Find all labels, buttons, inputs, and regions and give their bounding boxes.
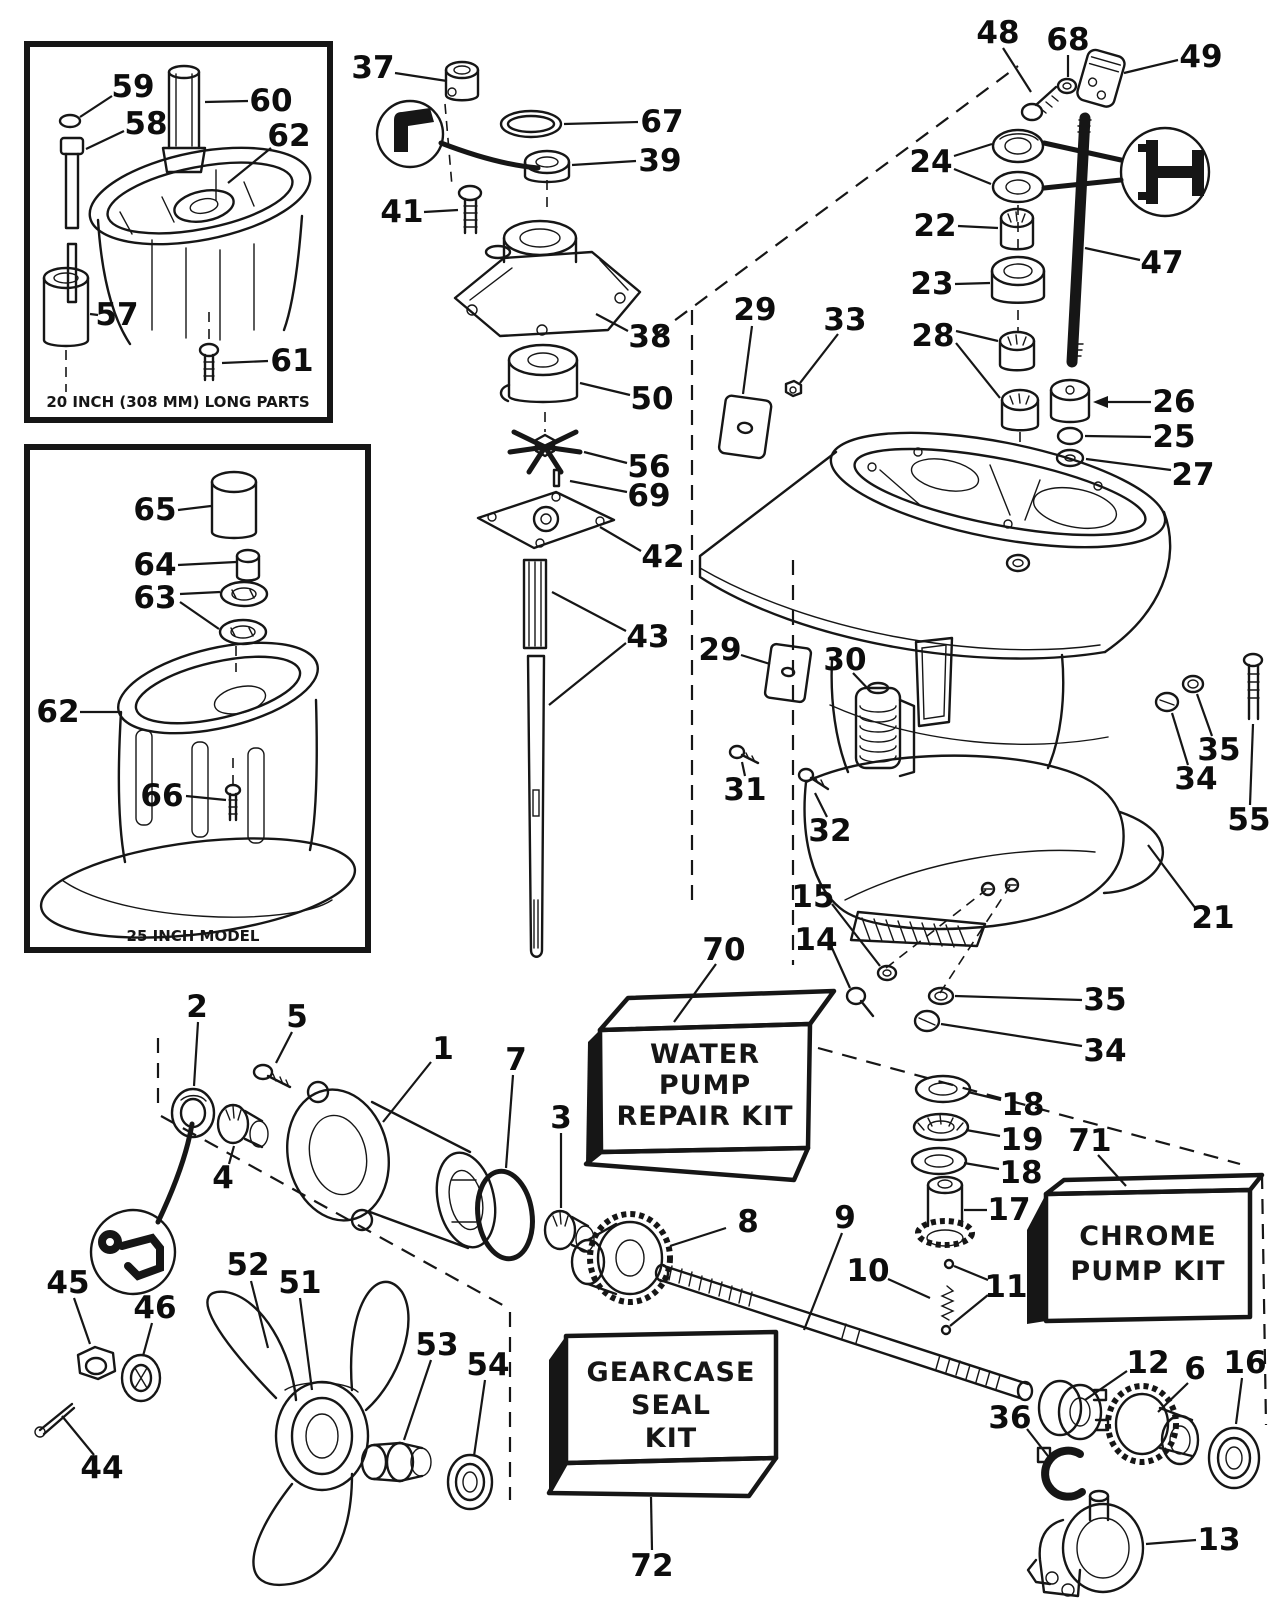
leader-line	[600, 527, 641, 551]
part-number-label: 32	[808, 813, 852, 849]
needle-bearing-parts	[1000, 332, 1038, 430]
propeller-nut-part	[78, 1347, 115, 1379]
callout-11	[950, 1266, 1028, 1326]
leader-line	[564, 122, 638, 124]
callout-35	[955, 982, 1127, 1018]
part-number-label: 4	[212, 1160, 234, 1196]
part-number-label: 16	[1223, 1345, 1267, 1381]
part-number-label: 69	[627, 478, 671, 514]
water-pump-repair-kit-box	[586, 991, 834, 1180]
callout-24	[909, 144, 992, 184]
callout-57	[90, 297, 139, 333]
callout-37	[351, 50, 447, 86]
callout-23	[910, 266, 990, 302]
leader-line	[506, 1075, 513, 1168]
part-number-label: 42	[641, 539, 685, 575]
o-ring-part	[501, 111, 561, 137]
part-number-label: 2	[186, 989, 208, 1025]
needle-bearing-part	[218, 1105, 268, 1147]
vent-plug-part	[61, 138, 83, 302]
part-number-label: 33	[823, 302, 867, 338]
part-number-label: 21	[1191, 900, 1235, 936]
part-number-label: 27	[1171, 457, 1215, 493]
part-number-label: 62	[267, 118, 311, 154]
shift-lever-housing-part	[1028, 1491, 1143, 1596]
part-number-label: 15	[791, 879, 835, 915]
part-number-label: 30	[823, 642, 867, 678]
callout-34	[941, 1024, 1127, 1069]
part-number-label: 53	[415, 1327, 459, 1363]
bearing-pair-part	[220, 582, 267, 644]
leader-line	[804, 1233, 842, 1330]
part-number-label: 34	[1174, 761, 1218, 797]
spacer-part	[122, 1355, 160, 1401]
prop-hub-part	[448, 1455, 492, 1509]
callout-22	[913, 208, 998, 244]
leader-line	[941, 1024, 1082, 1046]
callout-53	[404, 1327, 459, 1440]
spacer-cylinder-part	[44, 268, 88, 346]
callout-18	[964, 1155, 1043, 1191]
part-number-label: 5	[286, 999, 308, 1035]
part-number-label: 24	[909, 144, 953, 180]
part-number-label: 65	[133, 492, 177, 528]
leader-line	[800, 334, 838, 383]
propeller-part	[207, 1282, 408, 1585]
leader-line	[143, 1323, 152, 1356]
leader-line	[956, 343, 1000, 398]
seal-section-detail	[1044, 128, 1209, 216]
leader-line	[383, 1062, 431, 1122]
leader-line	[954, 1266, 988, 1280]
callout-29	[733, 292, 776, 394]
upper-bearing-seal-parts	[993, 130, 1043, 202]
part-number-label: 35	[1083, 982, 1127, 1018]
screw-part	[799, 769, 828, 789]
part-number-label: 36	[988, 1400, 1032, 1436]
part-number-label: 68	[1046, 22, 1090, 58]
connector-part	[1051, 380, 1089, 422]
leader-line	[80, 96, 112, 117]
callout-1	[383, 1031, 454, 1122]
callout-62	[36, 694, 120, 730]
part-number-label: 58	[124, 106, 168, 142]
leader-line	[1085, 248, 1140, 260]
callout-38	[596, 314, 672, 355]
part-number-callouts	[36, 15, 1270, 1584]
leader-line	[955, 283, 990, 284]
pump-housing-part	[455, 221, 640, 336]
callout-58	[86, 106, 168, 149]
leader-line	[1098, 1155, 1126, 1186]
pin-part	[237, 550, 259, 581]
pinion-gear-part	[918, 1177, 972, 1246]
trim-tab-pocket	[916, 638, 952, 726]
thrust-washer-part	[912, 1148, 966, 1174]
part-number-label: 44	[80, 1450, 124, 1486]
leader-line	[670, 1228, 726, 1246]
callout-13	[1146, 1522, 1241, 1558]
cover-plate-lower	[764, 643, 811, 702]
callout-18	[968, 1087, 1045, 1123]
part-number-label: 6	[1184, 1351, 1206, 1387]
callout-60	[205, 83, 293, 119]
part-number-label: 71	[1068, 1123, 1112, 1159]
callout-67	[564, 104, 684, 140]
callout-44	[62, 1416, 124, 1486]
kit-label-line: SEAL	[631, 1390, 711, 1421]
part-number-label: 67	[640, 104, 684, 140]
leader-line	[86, 131, 124, 149]
shift-rod-part	[1070, 118, 1091, 362]
leader-line	[300, 1298, 312, 1390]
part-number-label: 7	[505, 1042, 527, 1078]
leader-line	[178, 562, 236, 565]
callout-39	[572, 143, 682, 179]
leader-line	[1250, 724, 1253, 805]
washer-part	[1058, 428, 1082, 444]
inset-caption: 20 INCH (308 MM) LONG PARTS	[46, 393, 310, 411]
callout-33	[800, 302, 867, 383]
thrust-hub-part	[362, 1443, 431, 1481]
callout-46	[133, 1290, 176, 1356]
leader-line	[395, 73, 447, 81]
callout-28	[911, 318, 1000, 398]
callout-35	[1197, 694, 1241, 768]
callout-17	[964, 1192, 1031, 1228]
screw-part	[226, 785, 240, 820]
roller-bearing-part	[1001, 209, 1033, 249]
part-number-label: 46	[133, 1290, 177, 1326]
leader-line	[205, 101, 248, 102]
callout-70	[674, 932, 746, 1022]
leader-line	[1148, 845, 1196, 909]
forward-gear-part	[572, 1214, 670, 1302]
leader-line	[251, 1281, 268, 1348]
callout-64	[133, 547, 236, 583]
part-number-label: 41	[380, 194, 424, 230]
callout-51	[278, 1265, 321, 1390]
callout-72	[630, 1497, 673, 1584]
callout-41	[380, 194, 458, 230]
drain-plug-washer-parts-right	[1156, 676, 1203, 711]
part-number-label: 31	[723, 772, 767, 808]
part-number-label: 56	[627, 449, 671, 485]
leader-line	[954, 144, 992, 156]
callout-8	[670, 1204, 759, 1246]
part-number-label: 14	[794, 922, 838, 958]
part-number-label: 70	[702, 932, 746, 968]
leader-line	[572, 161, 636, 165]
part-number-label: 29	[733, 292, 777, 328]
part-number-label: 62	[36, 694, 80, 730]
leader-line	[194, 1022, 198, 1086]
leader-line	[1172, 713, 1188, 765]
kit-label-line: PUMP	[658, 1070, 752, 1101]
leader-line	[956, 331, 998, 341]
leader-line	[955, 996, 1082, 1000]
callout-50	[580, 381, 674, 417]
leader-line	[424, 210, 458, 212]
callout-29	[698, 632, 770, 668]
leader-line	[549, 643, 626, 705]
driveshaft-part	[524, 560, 546, 957]
water-tube-part	[163, 66, 205, 172]
leader-line	[584, 452, 627, 463]
part-number-label: 51	[278, 1265, 322, 1301]
part-number-label: 55	[1227, 802, 1271, 838]
part-number-label: 43	[626, 619, 670, 655]
callout-43	[549, 592, 670, 705]
leader-line	[1085, 436, 1151, 437]
part-number-label: 37	[351, 50, 395, 86]
callout-69	[570, 478, 671, 514]
leader-line	[1003, 48, 1031, 92]
callout-5	[276, 999, 308, 1063]
callout-62	[228, 118, 311, 183]
part-number-label: 10	[846, 1253, 890, 1289]
skeg-plate	[851, 879, 1018, 947]
callout-26	[1098, 384, 1196, 420]
callout-71	[1068, 1123, 1126, 1186]
leader-line	[741, 655, 770, 664]
bearing-sleeve-part	[992, 257, 1044, 303]
impeller-cup-part	[501, 345, 577, 402]
part-number-label: 66	[140, 778, 184, 814]
bolt-part	[1244, 654, 1262, 719]
impeller-pin-part	[554, 470, 559, 486]
part-number-label: 61	[270, 343, 314, 379]
part-number-label: 23	[910, 266, 954, 302]
part-number-label: 9	[834, 1200, 856, 1236]
gearcase-seal-kit-box	[549, 1332, 776, 1496]
leader-line	[954, 169, 991, 184]
anode-part	[856, 683, 914, 776]
part-number-label: 12	[1126, 1345, 1170, 1381]
impeller-part	[510, 432, 580, 472]
nut-part	[786, 381, 801, 396]
part-number-label: 52	[226, 1247, 270, 1283]
part-number-label: 25	[1152, 419, 1196, 455]
ball-bearing-part	[1209, 1428, 1259, 1488]
leader-line	[651, 1497, 652, 1550]
pump-plate-part	[478, 492, 614, 548]
leader-line	[1146, 1540, 1196, 1544]
callout-16	[1223, 1345, 1266, 1424]
part-number-label: 26	[1152, 384, 1196, 420]
callout-63	[133, 580, 220, 629]
callout-45	[46, 1265, 90, 1344]
callout-14	[794, 922, 850, 988]
part-number-label: 54	[466, 1347, 510, 1383]
kit-label-line: REPAIR KIT	[616, 1101, 794, 1132]
leader-line	[474, 1380, 485, 1456]
leader-line	[1236, 1378, 1242, 1424]
kit-label-line: PUMP KIT	[1070, 1256, 1226, 1287]
housing-25in-part	[36, 626, 361, 953]
callout-54	[466, 1347, 509, 1456]
part-number-label: 59	[111, 69, 155, 105]
detent-ball-part	[942, 1326, 950, 1334]
detent-ball-part	[945, 1260, 953, 1268]
clamp-bolt-part	[1022, 87, 1058, 120]
callout-49	[1124, 39, 1223, 75]
detent-spring-part	[942, 1286, 953, 1320]
thrust-bearing-part	[914, 1114, 968, 1140]
screw-part	[730, 746, 758, 763]
leader-line	[74, 1298, 90, 1344]
reverse-gear-part	[1108, 1386, 1198, 1464]
part-number-label: 50	[630, 381, 674, 417]
clutch-dog-part	[1039, 1381, 1108, 1439]
leader-line	[180, 592, 220, 594]
bolt-part	[459, 186, 481, 233]
retainer-plate-detail	[91, 1124, 192, 1294]
callout-61	[222, 343, 314, 379]
o-ring-part	[60, 115, 80, 127]
part-number-label: 63	[133, 580, 177, 616]
leader-line	[1124, 60, 1178, 73]
part-number-label: 22	[913, 208, 957, 244]
leader-line	[276, 1032, 292, 1063]
part-number-label: 17	[987, 1192, 1031, 1228]
sleeve-part	[212, 472, 256, 538]
kit-label-line: CHROME	[1079, 1221, 1217, 1252]
part-number-label: 1	[432, 1031, 454, 1067]
callout-25	[1085, 419, 1196, 455]
cover-plate-upper	[718, 395, 772, 459]
callout-10	[846, 1253, 930, 1298]
part-number-label: 13	[1197, 1522, 1241, 1558]
screw-part	[200, 344, 218, 380]
callout-2	[186, 989, 208, 1086]
bolt-part	[254, 1065, 290, 1087]
leader-line	[222, 361, 268, 363]
part-number-label: 38	[628, 319, 672, 355]
part-number-label: 28	[911, 318, 955, 354]
part-number-label: 34	[1083, 1033, 1127, 1069]
leader-line	[570, 481, 627, 492]
kit-label-line: GEARCASE	[586, 1357, 756, 1388]
part-number-label: 64	[133, 547, 177, 583]
leader-line	[596, 314, 628, 331]
callout-31	[723, 762, 766, 808]
part-number-label: 72	[630, 1548, 674, 1584]
part-number-label: 29	[698, 632, 742, 668]
callout-66	[140, 778, 226, 814]
callout-19	[966, 1122, 1044, 1158]
chrome-pump-kit-box	[1027, 1175, 1262, 1324]
part-number-label: 49	[1179, 39, 1223, 75]
leader-line	[966, 1130, 1000, 1136]
bushing-part	[446, 62, 478, 100]
leader-line	[178, 506, 211, 510]
part-number-label: 18	[1001, 1087, 1045, 1123]
shift-cradle-part	[1038, 1448, 1082, 1497]
callout-52	[226, 1247, 269, 1348]
leader-line	[743, 326, 752, 394]
drain-plug-washer-parts-bottom	[847, 966, 953, 1031]
callout-48	[976, 15, 1031, 92]
cotter-pin-part	[35, 1404, 74, 1437]
bearing-carrier-part	[275, 1080, 503, 1253]
part-number-label: 11	[984, 1269, 1028, 1305]
callout-3	[550, 1100, 572, 1208]
callout-32	[808, 793, 851, 849]
callout-47	[1085, 245, 1184, 281]
part-number-label: 60	[249, 83, 293, 119]
leader-line	[964, 1163, 999, 1169]
part-number-label: 57	[95, 297, 139, 333]
part-number-label: 39	[638, 143, 682, 179]
part-number-label: 18	[999, 1155, 1043, 1191]
part-number-label: 19	[1000, 1122, 1044, 1158]
leader-line	[950, 1295, 988, 1326]
kit-label-line: KIT	[644, 1423, 698, 1454]
leader-line	[580, 383, 630, 395]
part-number-label: 45	[46, 1265, 90, 1301]
needle-bearing-part	[545, 1211, 594, 1252]
leader-line	[958, 226, 998, 228]
leader-line	[180, 602, 219, 629]
part-number-label: 8	[737, 1204, 759, 1240]
part-number-label: 3	[550, 1100, 572, 1136]
leader-line	[552, 592, 626, 631]
callout-7	[505, 1042, 527, 1168]
callout-65	[133, 492, 211, 528]
leader-line	[404, 1360, 431, 1440]
nut-part	[1058, 79, 1076, 93]
part-number-label: 47	[1140, 245, 1184, 281]
thrust-washer-part	[916, 1076, 970, 1102]
leader-line	[888, 1279, 930, 1298]
part-number-label: 35	[1197, 732, 1241, 768]
inset-caption: 25 INCH MODEL	[126, 927, 260, 945]
kit-label-line: WATER	[649, 1039, 761, 1070]
leader-line	[1197, 694, 1212, 736]
callout-42	[600, 527, 685, 575]
part-number-label: 48	[976, 15, 1020, 51]
